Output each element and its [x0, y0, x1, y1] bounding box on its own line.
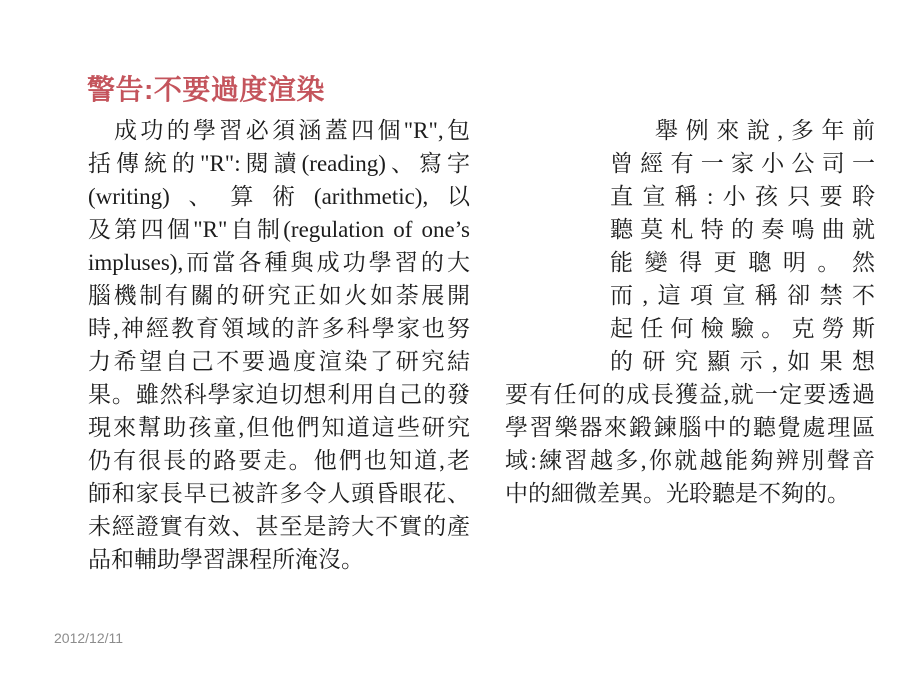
- text-line: 時,神經教育領域的許多科學家也努: [88, 316, 470, 341]
- right-column-narrow-block: [505, 114, 875, 378]
- right-text-column: [505, 114, 875, 510]
- text-line: 品和輔助學習課程所淹沒。: [88, 547, 364, 572]
- text-line: 直宣稱:小孩只要聆: [610, 184, 875, 209]
- text-line: impluses),而當各種與成功學習的大: [88, 250, 470, 275]
- text-line: 曾經有一家小公司一: [610, 151, 875, 176]
- text-line: 及第四個"R"自制(regulation of one’s: [88, 217, 470, 242]
- text-line: (writing)、算術(arithmetic),以: [88, 184, 470, 209]
- slide-title: 警告:不要過度渲染: [87, 74, 325, 105]
- text-line: 成功的學習必須涵蓋四個"R",包: [114, 118, 470, 143]
- text-line: 的研究顯示,如果想: [610, 349, 875, 374]
- text-line: 仍有很長的路要走。他們也知道,老: [88, 448, 470, 473]
- text-line: 聽莫札特的奏鳴曲就: [610, 217, 875, 242]
- text-line: 括傳統的"R":閱讀(reading)、寫字: [88, 151, 470, 176]
- text-line: 起任何檢驗。克勞斯: [610, 316, 875, 341]
- text-line: 力希望自己不要過度渲染了研究結: [88, 349, 470, 374]
- text-line: 未經證實有效、甚至是誇大不實的產: [88, 514, 470, 539]
- text-line: 能變得更聰明。然: [610, 250, 875, 275]
- text-line: 要有任何的成長獲益,就一定要透過: [505, 382, 875, 407]
- text-line: 舉例來說,多年前: [655, 118, 875, 143]
- slide-date: 2012/12/11: [54, 630, 124, 646]
- text-line: 學習樂器來鍛鍊腦中的聽覺處理區: [505, 415, 875, 440]
- text-line: 現來幫助孩童,但他們知道這些研究: [88, 415, 470, 440]
- right-column-wide-block: [505, 378, 875, 510]
- text-line: 果。雖然科學家迫切想利用自己的發: [88, 382, 470, 407]
- text-line: 師和家長早已被許多令人頭昏眼花、: [88, 481, 470, 506]
- text-line: 域:練習越多,你就越能夠辨別聲音: [505, 448, 875, 473]
- text-line: 中的細微差異。光聆聽是不夠的。: [505, 481, 850, 506]
- text-line: 腦機制有關的研究正如火如荼展開: [88, 283, 470, 308]
- left-text-column: [88, 114, 470, 576]
- text-line: 而,這項宣稱卻禁不: [610, 283, 875, 308]
